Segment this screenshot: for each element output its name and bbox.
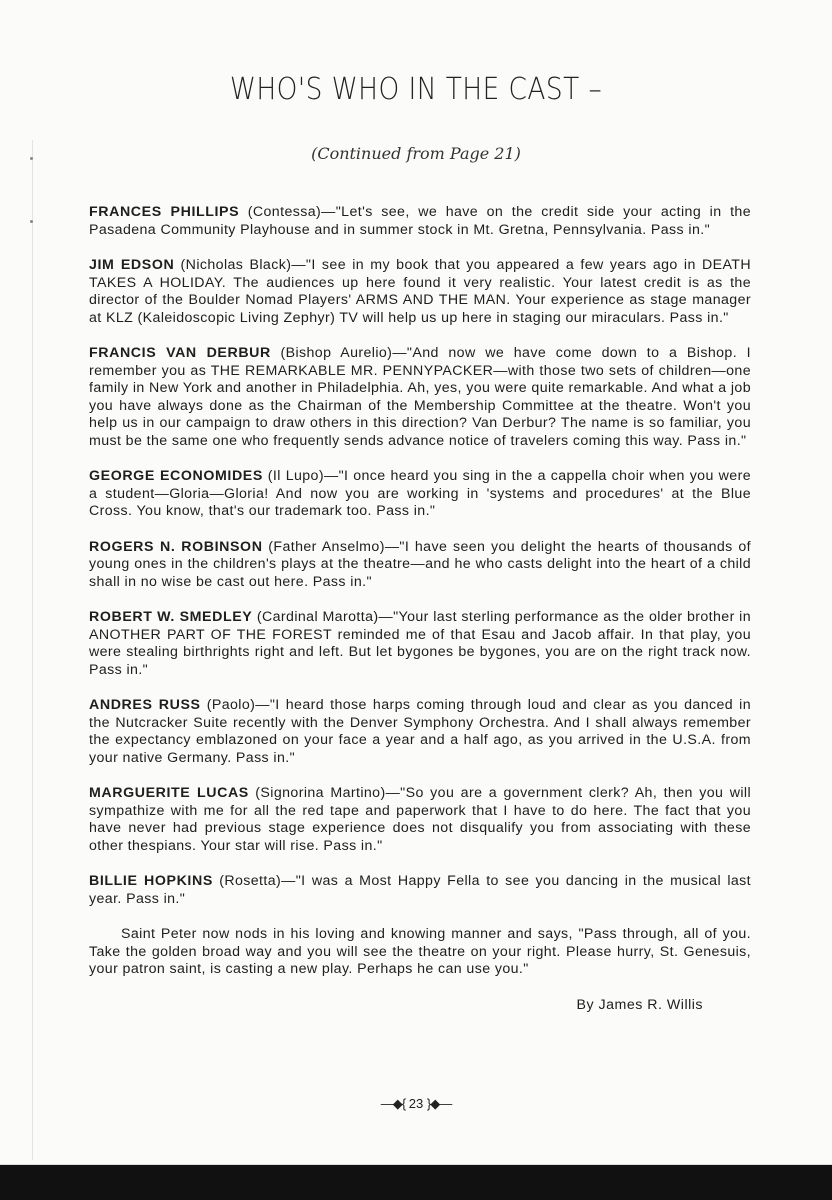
cast-text: —"So you are a government clerk? Ah, then you will sympathize with me for all the red tape and paperwork that I have to do here. The fact that you have never had previous stage experience does not disqualify you from associating with these other thespians. Your star will rise. Pass in.": [89, 785, 752, 854]
cast-text: —"Let's see, we have on the credit side your acting in the Pasadena Community Playhouse and in summer stock in Mt. Gretna, Pennsylvania. Pass in.": [89, 204, 751, 238]
binding-mark: [30, 220, 33, 223]
cast-entry: [89, 257, 751, 327]
cast-entry: [89, 873, 751, 908]
cast-role: (Cardinal Marotta): [256, 609, 379, 625]
cast-text: —"Your last sterling performance as the older brother in ANOTHER PART OF THE FOREST reminded me of that Esau and Jacob affair. In that play, you were stealing birthrights right and left. But let bygones be bygones, you are on the right track now. Pass in.": [89, 609, 752, 678]
cast-entry: [89, 697, 751, 767]
cast-name: MARGUERITE LUCAS: [89, 785, 249, 801]
cast-role: (Paolo): [206, 697, 256, 713]
cast-name: BILLIE HOPKINS: [89, 873, 213, 889]
cast-role: (Nicholas Black): [180, 257, 292, 273]
cast-entry: [89, 539, 751, 592]
page-title: WHO'S WHO IN THE CAST –: [229, 72, 603, 107]
cast-entry: [89, 609, 751, 679]
cast-entry: [89, 468, 751, 521]
cast-role: (Rosetta): [219, 873, 282, 889]
author-byline: By James R. Willis: [576, 996, 703, 1013]
cast-text: —"And now we have come down to a Bishop. I remember you as THE REMARKABLE MR. PENNYPACKER—with those two sets of children—one family in New York and another in Philadelphia. Ah, yes, you were quite remarkable. And what a job you have always done as the Chairman of the Membership Committee at the theatre. Won't you help us in our campaign to draw others in this direction? Van Derbur? The name is so familiar, you must be the same one who frequently sends advance notice of travelers coming this way. Pass in.": [89, 345, 751, 449]
cast-name: FRANCES PHILLIPS: [89, 204, 240, 220]
cast-text: —"I have seen you delight the hearts of thousands of young ones in the children's plays at the theatre—and he who casts delight into the heart of a child shall in no wise be cast out here. Pass in.": [89, 538, 751, 590]
closing-paragraph: Saint Peter now nods in his loving and knowing manner and says, "Pass through, all of you. Take the golden broad way and you will see the theatre on your right. Please hurry, St. Genesuis, your patron saint, is casting a new play. Perhaps he can use you.": [89, 926, 751, 977]
cast-role: (Father Anselmo): [268, 538, 385, 555]
cast-role: (Il Lupo): [267, 468, 324, 484]
page-subtitle: (Continued from Page 21): [311, 144, 521, 163]
page-number: [0, 1096, 832, 1112]
cast-text: —"I was a Most Happy Fella to see you dancing in the musical last year. Pass in.": [89, 873, 751, 907]
cast-name: GEORGE ECONOMIDES: [89, 468, 263, 484]
article-body: [89, 204, 751, 1014]
cast-name: ANDRES RUSS: [89, 697, 201, 713]
cast-name: ROGERS N. ROBINSON: [89, 538, 263, 555]
cast-entry: [89, 204, 751, 239]
cast-name: ROBERT W. SMEDLEY: [89, 609, 253, 625]
cast-entry: [89, 345, 751, 450]
cast-name: FRANCIS VAN DERBUR: [89, 345, 271, 361]
cast-text: —"I once heard you sing in the a cappella choir when you were a student—Gloria—Gloria! And now you are working in 'systems and procedures' at the Blue Cross. You know, that's our trademark too. Pass in.": [89, 468, 751, 519]
cast-entry: [89, 785, 751, 855]
cast-role: (Bishop Aurelio): [280, 345, 393, 361]
cast-name: JIM EDSON: [89, 257, 175, 273]
ornament-right-icon: }◆—: [426, 1096, 452, 1111]
cast-text: —"I heard those harps coming through loud and clear as you danced in the Nutcracker Suite recently with the Denver Symphony Orchestra. And I shall always remember the expectancy emblazoned on your face a year and a half ago, as you arrived in the U.S.A. from your native Germany. Pass in.": [89, 697, 752, 766]
ornament-left-icon: —◆{: [380, 1096, 406, 1111]
cast-role: (Contessa): [247, 204, 322, 220]
page-number-value: 23: [408, 1096, 424, 1111]
page-edge-line: [32, 140, 33, 1160]
cast-role: (Signorina Martino): [255, 785, 386, 801]
cast-text: —"I see in my book that you appeared a few years ago in DEATH TAKES A HOLIDAY. The audiences up here found it very realistic. Your latest credit is as the director of the Boulder Nomad Players' ARMS AND THE MAN. Your experience as stage manager at KLZ (Kaleidoscopic Living Zephyr) TV will help us up here in staging our miraculars. Pass in.": [89, 257, 751, 326]
